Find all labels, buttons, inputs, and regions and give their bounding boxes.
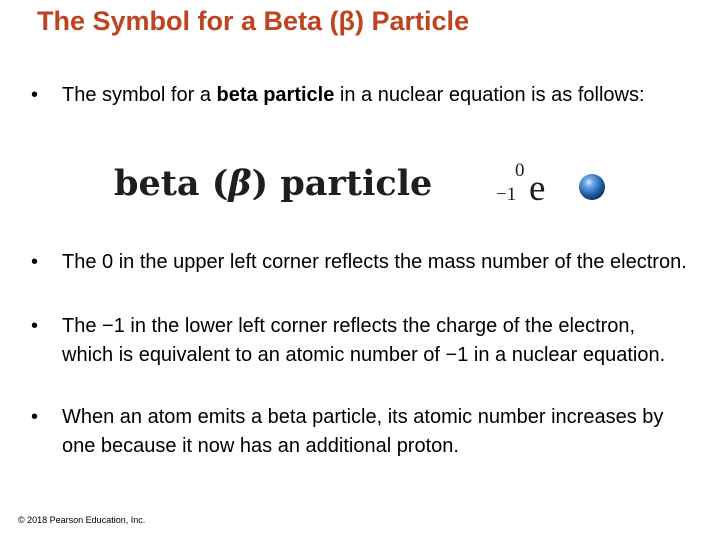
bullet-item [31, 403, 691, 461]
bullet-text-post: in a nuclear equation is as follows: [334, 84, 645, 106]
bullet-dot: • [31, 251, 39, 273]
slide-title: The Symbol for a Beta (β) Particle [37, 6, 470, 36]
bullet-text: When an atom emits a beta particle, its atomic number increases by one because it now has an additional proton. [62, 406, 664, 457]
beta-particle-label [114, 163, 432, 204]
label-pre: beta ( [114, 163, 229, 204]
bullet-text-bold: beta particle [216, 84, 335, 106]
bullet-item [31, 248, 691, 277]
beta-symbol: β [228, 163, 252, 204]
bullet-item [31, 81, 691, 110]
electron-sphere-icon [578, 173, 606, 201]
bullet-dot: • [31, 315, 39, 337]
electron-sphere-body [579, 174, 605, 200]
label-post: ) particle [251, 163, 433, 204]
bullet-text [62, 81, 691, 110]
bullet-text: The −1 in the lower left corner reflects the charge of the electron, which is equivalent to an atomic number of −1 in a nuclear equation. [62, 315, 666, 366]
mass-number: 0 [515, 160, 525, 181]
bullet-dot: • [31, 84, 39, 106]
copyright-notice: © 2018 Pearson Education, Inc. [18, 515, 146, 525]
bullet-text: The 0 in the upper left corner reflects the mass number of the electron. [62, 251, 687, 273]
bullet-text-pre: The symbol for a [62, 84, 217, 106]
beta-nuclide-symbol [496, 160, 566, 216]
element-symbol: e [529, 168, 546, 209]
bullet-item [31, 312, 691, 370]
charge-number: −1 [496, 184, 517, 205]
bullet-dot: • [31, 406, 39, 428]
